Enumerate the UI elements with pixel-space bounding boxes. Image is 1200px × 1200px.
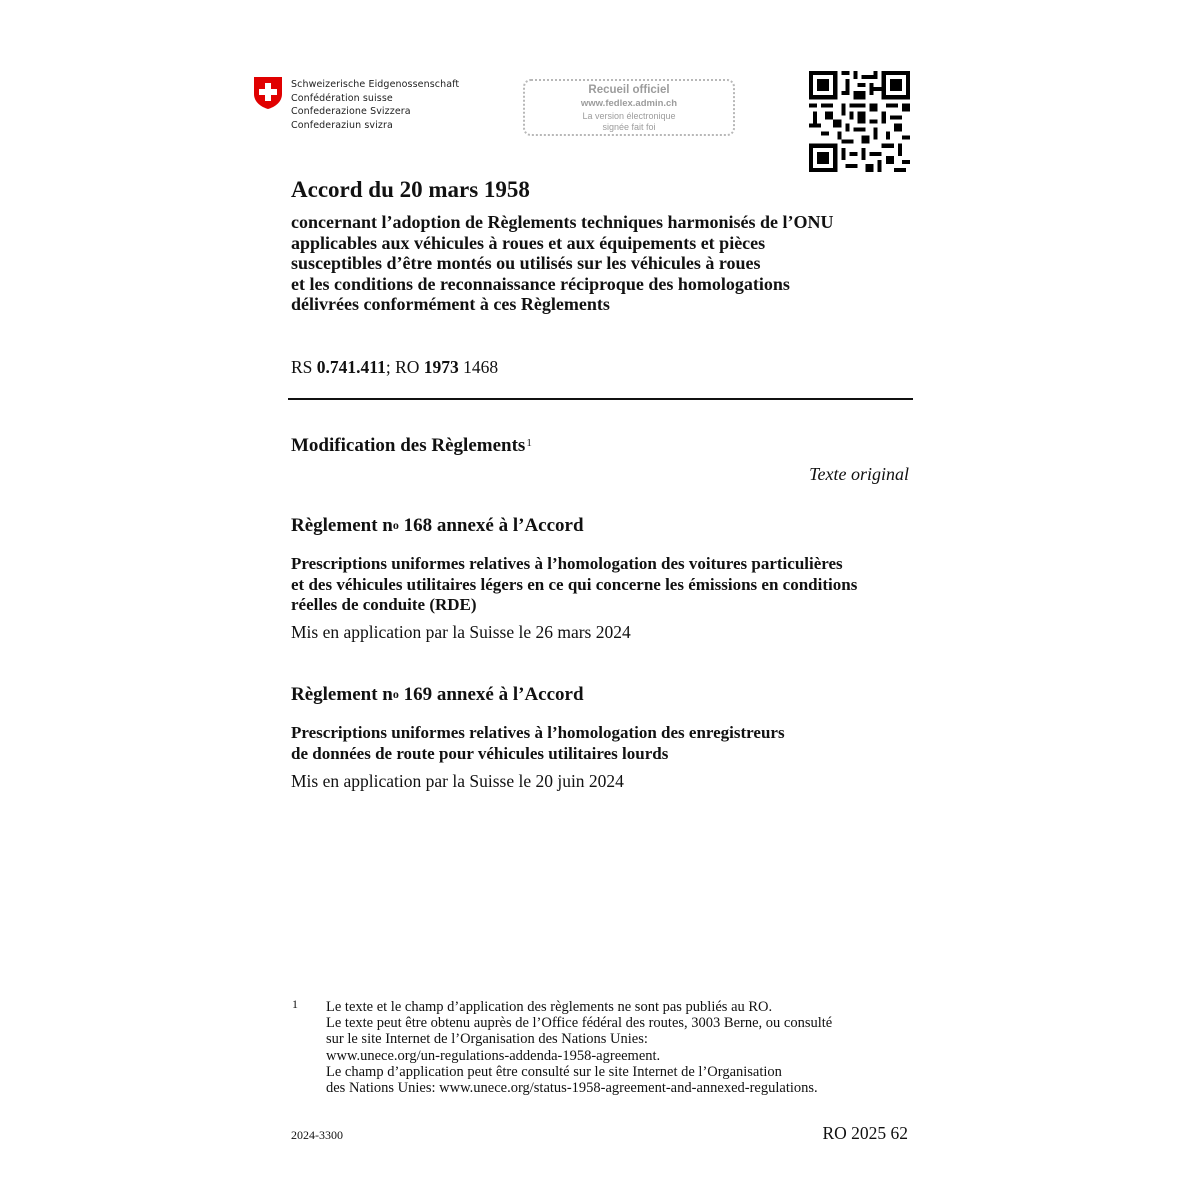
horizontal-rule [288, 398, 913, 400]
regulation-heading-prefix: Règlement n [291, 684, 393, 705]
document-reference-number: 2024-3300 [291, 1128, 343, 1142]
footnote-line: Le texte peut être obtenu auprès de l’Office fédéral des routes, 3003 Berne, ou consulté [326, 1015, 833, 1032]
description-line: et des véhicules utilitaires légers en ce qui concerne les émissions en conditions [291, 574, 858, 594]
footnote-number: 1 [292, 997, 298, 1011]
document-subtitle [291, 212, 931, 315]
footnote-line: Le champ d’application peut être consulté sur le site Internet de l’Organisation [326, 1063, 782, 1080]
regulation-168-heading [291, 515, 584, 537]
confederation-name-rm: Confederaziun svizra [291, 119, 393, 131]
subtitle-line: et les conditions de reconnaissance réciproque des homologations [291, 273, 790, 294]
modification-heading [291, 435, 532, 457]
footnote-link-regulations[interactable]: www.unece.org/un-regulations-addenda-1958-agreement. [326, 1047, 661, 1064]
regulation-heading-suffix: 169 annexé à l’Accord [398, 684, 584, 705]
regulation-168-description [291, 554, 857, 616]
rs-number: 0.741.411 [316, 357, 386, 377]
subtitle-line: délivrées conformément à ces Règlements [291, 294, 610, 314]
description-line: Prescriptions uniformes relatives à l’homologation des voitures particulières [291, 554, 843, 573]
subtitle-line: applicables aux véhicules à roues et aux équipements et pièces [291, 232, 766, 253]
stamp-title: Recueil officiel [588, 84, 670, 96]
stamp-url: www.fedlex.admin.ch [580, 98, 678, 109]
regulation-169-application: Mis en application par la Suisse le 20 juin 2024 [291, 771, 624, 791]
subtitle-line: concernant l’adoption de Règlements techniques harmonisés de l’ONU [291, 212, 834, 232]
confederation-name-fr: Confédération suisse [291, 92, 393, 104]
rs-ro-reference [291, 357, 498, 378]
rs-prefix: RS [291, 357, 317, 377]
confederation-name-de: Schweizerische Eidgenossenschaft [291, 79, 460, 90]
ro-page: 1468 [458, 357, 499, 377]
regulation-heading-prefix: Règlement n [291, 515, 393, 536]
footnote-line: Le texte et le champ d’application des règlements ne sont pas publiés au RO. [326, 999, 773, 1015]
stamp-note-1: La version électronique [582, 111, 676, 121]
confederation-name-it: Confederazione Svizzera [291, 106, 411, 117]
ro-prefix: ; RO [385, 357, 424, 377]
swiss-cross-icon [253, 76, 283, 110]
regulation-heading-sup: o [392, 518, 399, 532]
regulation-heading-sup: o [392, 687, 399, 701]
description-line: Prescriptions uniformes relatives à l’homologation des enregistreurs [291, 723, 785, 742]
regulation-heading-suffix: 168 annexé à l’Accord [398, 515, 584, 536]
original-text-label: Texte original [809, 464, 909, 484]
modification-heading-text: Modification des Règlements [291, 435, 526, 456]
footnote-link-status[interactable]: des Nations Unies: www.unece.org/status-1958-agreement-and-annexed-regulations. [326, 1080, 818, 1097]
official-collection-stamp [523, 79, 735, 136]
footnote-text [326, 999, 832, 1096]
regulation-168-application: Mis en application par la Suisse le 26 mars 2024 [291, 622, 631, 642]
footnote-line: sur le site Internet de l’Organisation des Nations Unies: [326, 1031, 648, 1048]
footnote-ref[interactable]: 1 [526, 437, 532, 449]
confederation-names [291, 78, 459, 132]
description-line: de données de route pour véhicules utilitaires lourds [291, 743, 669, 763]
subtitle-line: susceptibles d’être montés ou utilisés sur les véhicules à roues [291, 253, 761, 273]
stamp-note-2: signée fait foi [602, 122, 656, 132]
qr-code-icon [809, 71, 910, 172]
description-line: réelles de conduite (RDE) [291, 595, 477, 614]
official-collection-reference: RO 2025 62 [822, 1123, 908, 1143]
ro-year: 1973 [423, 357, 459, 377]
regulation-169-description [291, 723, 785, 764]
regulation-169-heading [291, 684, 584, 706]
document-title: Accord du 20 mars 1958 [291, 177, 530, 202]
